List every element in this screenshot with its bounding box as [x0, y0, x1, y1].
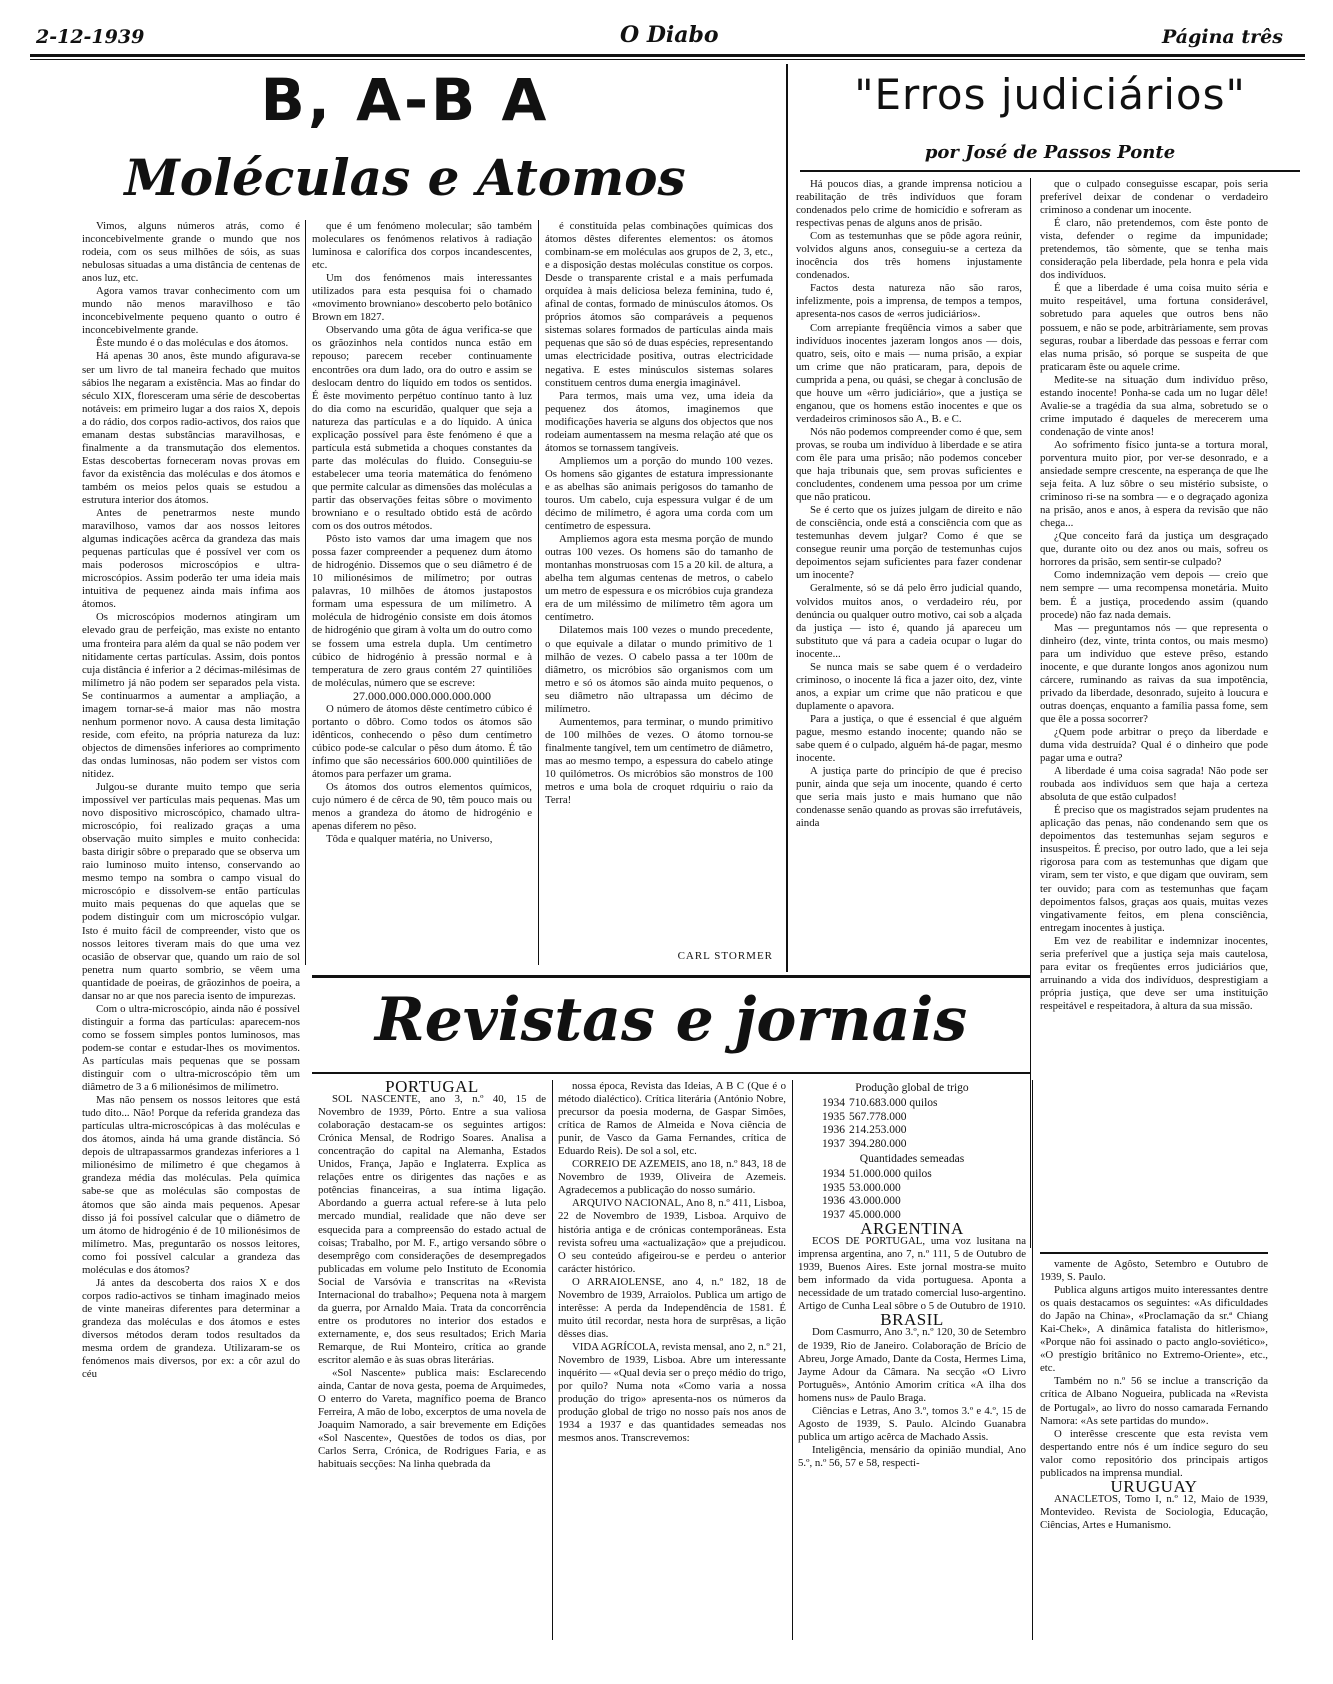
revistas-column-4	[1040, 1258, 1268, 1648]
erros-byline: por José de Passos Ponte	[924, 142, 1176, 163]
revistas-column-3	[798, 1080, 1026, 1650]
value-cell: 53.000.000	[849, 1181, 901, 1194]
paragraph: Dilatemos mais 100 vezes o mundo precedente, o que equivale a dilatar o mundo primitivo de 1 milhão de vezes. O cabelo passa a ter 100m de diâmetro, os micróbios são organismos com um metro e só os átomos são ainda muito pequenos, o seu diâmetro não ultrapassa um décimo de milímetro.	[545, 624, 773, 715]
year-cell: 1935	[822, 1110, 845, 1123]
revistas-headline: Revistas e jornais	[374, 985, 968, 1055]
masthead: O Diabo	[620, 22, 719, 48]
paragraph: Vimos, alguns números atrás, como é inconcebivelmente grande o mundo que nos rodeia, com os seus milhões de sóis, as suas nebulosas situadas a uma distância de centenas de anos luz, etc.	[82, 220, 300, 285]
year-cell: 1935	[822, 1181, 845, 1194]
baba-column-2	[312, 220, 532, 965]
baba-subtitle: Moléculas e Atomos	[124, 148, 686, 207]
paragraph: Para termos, mais uma vez, uma ideia da pequenez dos átomos, imaginemos que modificações haveria se alguns dos objectos que nos rodeiam aumentassem na mesma relação até que os átomos se tornassem tangíveis.	[545, 389, 773, 454]
baba-headline: B, A-B A	[260, 66, 550, 134]
table-row	[822, 1097, 942, 1111]
section-title-brasil: BRASIL	[880, 1310, 944, 1330]
year-cell: 1937	[822, 1137, 845, 1150]
paragraph: Há poucos dias, a grande imprensa noticiou a reabilitação de três indivíduos que foram condenados pelo crime de homicídio e sofreram as respectivas penas de alguns anos de prisão.	[796, 178, 1022, 230]
value-cell: 43.000.000	[849, 1195, 901, 1208]
paragraph: O ARRAIOLENSE, ano 4, n.º 182, 18 de Novembro de 1939, Arraiolos. Publica um artigo de interêsse: A perda da Independência de 1581. É muito útil recordar, nesta hora de surprêsas, a lição dêsses dias.	[558, 1275, 786, 1340]
paragraph: Há apenas 30 anos, êste mundo afigurava-se ser um livro de tal maneira fechado que muitos sábios lhe negaram a existência. Mas ao findar do século XIX, floresceram uma série de descobertas notáveis: em primeiro lugar a dos raios X, depois a do rádio, dos corpos radio-activos, dos raios que emanam destas substâncias maravilhosas, e finalmente a da transmutação dos elementos. Estas descobertas forneceram novas provas em favor da existência das moléculas e dos átomos e também os meios pelos quais se estudou a estrutura interior dos átomos.	[82, 350, 300, 506]
paragraph: A liberdade é uma coisa sagrada! Não pode ser roubada aos indivíduos sem que haja a certeza absoluta de que estão culpados!	[1040, 765, 1268, 804]
year-cell: 1936	[822, 1195, 845, 1208]
value-cell: 394.280.000	[849, 1137, 907, 1150]
table-row	[822, 1195, 936, 1209]
paragraph: Nós não podemos compreender como é que, sem provas, se rouba um indivíduo à liberdade e se atira com êle para uma prisão; não podemos conceber que haja tribunais que, sem provas suficientes e concludentes, condenem uma pessoa por um crime que não praticou.	[796, 425, 1022, 504]
baba-column-3	[545, 220, 773, 948]
baba-signature: CARL STORMER	[677, 950, 773, 962]
paragraph: ARQUIVO NACIONAL, Ano 8, n.º 411, Lisboa, 22 de Novembro de 1939, Lisboa. Arquivo de história antiga e de crónicas contemporâneas. Esta revista sofreu uma «actualização» que a prejudicou. O seu conteúdo afigeirou-se e perdeu o anterior carácter histórico.	[558, 1197, 786, 1275]
paragraph: ANACLETOS, Tomo I, n.º 12, Maio de 1939, Montevideo. Revista de Sociologia, Educação, Ciências, Artes e Humanismo.	[1040, 1492, 1268, 1531]
paragraph: SOL NASCENTE, ano 3, n.º 40, 15 de Novembro de 1939, Pôrto. Entre a sua valiosa colaboração destacam-se os seguintes artigos: Crónica Mensal, de Rodrigo Soares. Analisa a concentração do capital na Alemanha, Estados Unidos, França, Japão e Inglaterra. Explica as relações entre os dirigentes das nações e as potências financeiras, a sua íntima ligação. Abordando a guerra actual refere-se à luta pelo mercado mundial, realidade que não deve ser esquecida para a compreensão do estado actual de coisas; Trabalho, por M. F., artigo versando sôbre o desemprêgo com considerações de desempregados publicadas em volume pelo Instituto de Economia Social de Varsóvia e transcritas na «Revista Internacional do trabalho»; Pequena nota à margem da guerra, por Arnaldo Maia. Trata da concorrência entre os produtores no interior dos estados e externamente, e, dos seus resultados; Erich Maria Remarque, de Rui Monteiro, crítica ao grande escritor alemão e às suas obras literárias.	[318, 1093, 546, 1366]
column-rule	[552, 1080, 553, 1640]
year-cell: 1937	[822, 1208, 845, 1221]
paragraph: Como indemnização vem depois — creio que nem sempre — uma recompensa monetária. Muito bem. É a justiça, procedendo assim (quando procede) não faz nada demais.	[1040, 569, 1268, 621]
paragraph: Já antes da descoberta dos raios X e dos corpos radio-activos se tinham imaginado meios de vinte maneiras diferentes para determinar a grandeza das moléculas e dos átomos e estes diversos métodos deram todos resultados da mesma ordem de grandeza. Utilizaram-se os fenómenos mais diversos, por ex: a côr azul do céu	[82, 1276, 300, 1381]
paragraph: Aumentemos, para terminar, o mundo primitivo de 100 milhões de vezes. O átomo tornou-se finalmente tangível, tem um centímetro de diâmetro, mas ao mesmo tempo, a espessura do cabelo atinge 10 quilómetros. Os micróbios são monstros de 100 metros e uma bola de croquet rdquiriu o raio da Terra!	[545, 715, 773, 807]
paragraph: ¿Que conceito fará da justiça um desgraçado que, durante oito ou dez anos ou mais, sofreu os horrores da prisão, sem sentir-se culpado?	[1040, 530, 1268, 569]
paragraph: Julgou-se durante muito tempo que seria impossível ver partículas mais pequenas. Mas um novo dispositivo microscópico, chamado ultra-microscópio, foi realizado graças a uma observação muito simples e muito conhecida: basta dirigir sôbre o preparado que se observa um raio luminoso muito intenso, conservando ao mesmo tempo na sombra o campo visual do microscópio e dissolvem-se então partículas muito mais pequenas do que aquelas que se podem distinguir com um microscópio vulgar. Isto é muito fácil de compreender, visto que os nossos leitores tiveram mais do que uma vez ocasião de observar que, quando um raio de sol penetra num quarto sombrio, se vêem uma quantidade de poeiras, de grãozinhos de poeira, a dansar no ar que nos parecia isento de impurezas.	[82, 781, 300, 1002]
paragraph: VIDA AGRÍCOLA, revista mensal, ano 2, n.º 21, Novembro de 1939, Lisboa. Abre um interessante inquérito — «Qual devia ser o preço médio do trigo, por quilo? Numa nota «Como varia a nossa produção do trigo» apresenta-nos os números da produção global de trigo no nosso país nos anos de 1934 a 1937 e das quantidades semeadas nos mesmos anos. Transcrevemos:	[558, 1340, 786, 1445]
table-row	[822, 1182, 936, 1196]
paragraph: CORREIO DE AZEMEIS, ano 18, n.º 843, 18 de Novembro de 1939, Oliveira de Azemeis. Agradecemos a publicação do nosso sumário.	[558, 1158, 786, 1197]
paragraph: Agora vamos travar conhecimento com um mundo não menos maravilhoso e tão inconcebivelmente pequeno quanto o outro é inconcebivelmente grande.	[82, 285, 300, 337]
paragraph: Com arrepiante freqüência vimos a saber que indivíduos inocentes jazeram longos anos — dois, quatro, seis, oito e mais — numa prisão, a expiar um crime que não praticaram, para, depois de cumprida a pena, ou quási, se chegar à conclusão de que houve um «êrro judiciário», que a justiça se enganou, que os homens estão inocentes e que os verdadeiros criminosos são A., B. e C.	[796, 321, 1022, 425]
year-cell: 1934	[822, 1168, 845, 1181]
column-rule	[538, 220, 539, 965]
paragraph: A justiça parte do princípio de que é preciso punir, ainda que seja um inocente, quando é certo que seria mais justo e mais humano que não condenasse senão quando as provas são irrefutáveis, ainda	[796, 765, 1022, 830]
table-semeadas	[822, 1168, 936, 1222]
paragraph: ECOS DE PORTUGAL, uma voz lusitana na imprensa argentina, ano 7, n.º 111, 5 de Outubro de 1939, Buenos Aires. Este jornal mostra-se muito bem informado da vida portuguesa. Aponta a necessidade de um tratado comercial luso-argentino. Artigo de Cunha Leal sôbre o 5 de Outubro de 1910.	[798, 1235, 1026, 1313]
erros-column-1	[796, 178, 1022, 968]
page-number: Página três	[1162, 26, 1283, 48]
paragraph: Os microscópios modernos atingiram um elevado grau de perfeição, mas existe no entanto uma fronteira para além da qual se não podem ver nitidamente certas partículas. Assim, dois pontos cuja distância é inferior a 2 décimas-milésimas de milímetro já não podem ser separados pela vista. Se continuarmos a aumentar a ampliação, a imagem tornar-se-á maior mas não mostra nenhum pormenor novo. A causa desta limitação reside, com efeito, na própria natureza da luz: objectos de dimensões inferiores ao comprimento das ondas luminosas, não podem ser vistos com nitidez.	[82, 611, 300, 780]
section-rule	[1040, 1252, 1268, 1254]
paragraph: O interêsse crescente que esta revista vem despertando entre nós é um índice seguro do seu valor como repositório dos principais artigos publicados na imprensa mundial.	[1040, 1427, 1268, 1479]
paragraph: nossa época, Revista das Ideias, A B C (Que é o método dialéctico). Crítica literária (António Nobre, precursor da poesia moderna, de Gaspar Simões, crítica de Ramos de Almeida e Nova ciência de punir, de Vasco da Gama Fernandes, crítica de Eduardo Reis). De sol a sol, etc.	[558, 1080, 786, 1158]
section-rule	[312, 975, 1030, 978]
paragraph: que é um fenómeno molecular; são também moleculares os fenómenos relativos à radiação luminosa e calorífica dos corpos incandescentes, etc.	[312, 220, 532, 272]
revistas-column-2	[558, 1080, 786, 1650]
paragraph: é constituída pelas combinações químicas dos átomos dêstes diferentes elementos: os átomos combinam-se em moléculas aos grupos de 2, 3, etc., e a disposição destas moléculas constitue os corpos. Desde o transparente cristal e a mais perfumada orquídea à mais deliciosa beleza feminina, tudo é, afinal de contas, formado de minúsculos átomos. Os próprios átomos são comparáveis a pequenos sistemas solares formados de partículas ainda mais pequenas que são só de duas espécies, representando umas electricidade positiva, outras electricidade negativa. E estes minúsculos sistemas solares constituem centros duma energia imaginável.	[545, 220, 773, 389]
paragraph: O número de átomos dêste centímetro cúbico é portanto o dôbro. Como todos os átomos são idênticos, conhecendo o pêso dum centímetro cúbico pode-se calcular o pêso dum átomo. É tão ínfimo que são necessários 600.000 quintiliões de átomos para perfazer um grama.	[312, 702, 532, 780]
paragraph: Para a justiça, o que é essencial é que alguém pague, mesmo estando inocente; quando não se sabe quem é o culpado, alguém há-de pagar, mesmo inocente.	[796, 712, 1022, 765]
paragraph: Se nunca mais se sabe quem é o verdadeiro criminoso, o inocente lá fica a jazer oito, dez, vinte anos, a expiar um crime que não praticou e que duplamente o apavora.	[796, 660, 1022, 712]
paragraph: Se é certo que os juízes julgam de direito e não de consciência, onde está a consciência com que as testemunhas devem julgar? Como é que se consegue reunir uma porção de testemunhas cujos depoimentos sejam suficientes para fazer condenar um inocente?	[796, 504, 1022, 582]
paragraph: Dom Casmurro, Ano 3.º, n.º 120, 30 de Setembro de 1939, Rio de Janeiro. Colaboração de Brício de Abreu, Jorge Amado, Dante da Costa, Hermes Lima, Jayme Adour da Câmara. Na secção «O Livro Português», António Amorim crítica «A ilha dos homens nus» de Paulo Braga.	[798, 1326, 1026, 1404]
erros-column-2	[1040, 178, 1268, 1248]
paragraph: vamente de Agôsto, Setembro e Outubro de 1939, S. Paulo.	[1040, 1258, 1268, 1284]
paragraph: Com o ultra-microscópio, ainda não é possível distinguir a forma das partículas: aparecem-nos como se fossem simples pontos luminosos, mas podem-se contar e estudar-lhes os movimentos. As partículas mais pequenas que se possam distinguir com o ultra-microscópio têm um diâmetro de 3 a 6 milionésimos de milímetro.	[82, 1002, 300, 1094]
section-rule	[312, 1072, 1030, 1074]
section-title-argentina: ARGENTINA	[860, 1219, 964, 1239]
byline-rule	[800, 170, 1300, 172]
paragraph: Factos desta natureza não são raros, infelizmente, pois a imprensa, de tempos a tempos, apresenta-nos casos de «erros judiciários».	[796, 282, 1022, 321]
table-row	[822, 1138, 942, 1152]
section-title-uruguay: URUGUAY	[1110, 1476, 1198, 1496]
erros-headline: "Erros judiciários"	[854, 70, 1246, 119]
paragraph: ¿Quem pode arbitrar o preço da liberdade e duma vida destruída? Qual é o dinheiro que pode pagar uma e outra?	[1040, 725, 1268, 765]
value-cell: 710.683.000 quilos	[849, 1097, 938, 1110]
baba-column-1	[82, 220, 300, 1600]
paragraph: Geralmente, só se dá pelo êrro judicial quando, volvidos muitos anos, o verdadeiro réu, por denúncia ou qualquer outro motivo, cai sob a alçada da justiça — isto é, quando já apareceu um substituto que vá para a cadeia ocupar o lugar do inocente...	[796, 582, 1022, 660]
paragraph: Inteligência, mensário da opinião mundial, Ano 5.º, n.º 56, 57 e 58, respecti-	[798, 1443, 1026, 1469]
value-cell: 214.253.000	[849, 1124, 907, 1137]
paragraph: Ampliemos agora esta mesma porção de mundo outras 100 vezes. Os homens são do tamanho de montanhas monstruosas com 15 a 20 kil. de altura, a abelha tem algumas centenas de metros, o cabelo um metro de espessura e os micróbios cuja grandeza era de um miléssimo de milímetro têm agora um centímetro.	[545, 533, 773, 624]
value-cell: 51.000.000 quilos	[849, 1168, 932, 1181]
table-title-semeadas: Quantidades semeadas	[859, 1153, 965, 1166]
paragraph: Observando uma gôta de água verifica-se que os grãozinhos nela contidos nunca estão em repouso; parecem receber continuamente encontrões ora dum lado, ora do outro e assim se deslocam dentro do líquido em todos os sentidos. É êste movimento perpétuo contínuo tanto à luz do dia como na escuridão, qualquer que seja a natureza das partículas e a do líquido. A única explicação possível para êste fenómeno é que a partícula está submetida a choques constantes da parte das moléculas do fluido. Conseguiu-se estabelecer uma teoria matemática do fenómeno que permite calcular as dimensões das moléculas a partir das observações feitas sôbre o movimento browniano e o resultado obtido está de acôrdo com os dos outros métodos.	[312, 324, 532, 533]
column-rule	[1032, 1080, 1033, 1640]
paragraph: Em vez de reabilitar e indemnizar inocentes, seria preferível que a justiça seja mais cautelosa, para evitar os freqüentes erros judiciários que, arruinando a vida dos indivíduos, desprestigiam a própria justiça, que deve ser uma instituição respeitável e respeitadora, à altura da sua missão.	[1040, 934, 1268, 1012]
article-divider	[786, 64, 788, 972]
issue-date: 2-12-1939	[36, 26, 145, 48]
value-cell: 45.000.000	[849, 1208, 901, 1221]
paragraph: Um dos fenómenos mais interessantes utilizados para esta pesquisa foi o chamado «movimento browniano» descoberto pelo botânico Brown em 1827.	[312, 272, 532, 324]
paragraph: Ampliemos um a porção do mundo 100 vezes. Os homens são gigantes de estatura impressionante e as abelhas são animais perigosos do tamanho de touros. Um cabelo, cuja espessura vulgar é de um décimo de milímetro, é agora uma corda com um centímetro de espessura.	[545, 454, 773, 533]
table-producao	[822, 1097, 942, 1151]
table-row	[822, 1124, 942, 1138]
paragraph: Êste mundo é o das moléculas e dos átomos.	[96, 337, 289, 350]
table-row	[822, 1111, 942, 1125]
header-rule-thin	[30, 59, 1305, 60]
paragraph: Publica alguns artigos muito interessantes dentre os quais destacamos os seguintes: «As dificuldades do Japão na China», «Proclamação da sr.ª Chiang Kai-Chek», A dinâmica fatalista do hitlerismo», «Porque não foi assinado o pacto anglo-soviético», «O prestígio britânico no Extremo-Oriente», etc., etc.	[1040, 1284, 1268, 1375]
section-title-portugal: PORTUGAL	[385, 1080, 479, 1096]
year-cell: 1934	[822, 1097, 845, 1110]
column-rule	[305, 220, 306, 965]
big-number: 27.000.000.000.000.000.000	[353, 688, 491, 703]
year-cell: 1936	[822, 1124, 845, 1137]
paragraph: Pôsto isto vamos dar uma imagem que nos possa fazer compreender a pequenez dum átomo de hidrogénio. Dissemos que o seu diâmetro é de 10 milionésimos de milímetro; por outras palavras, 10 milhões de átomos justapostos formam uma espessura de um milímetro. A molécula de hidrogénio consiste em dois átomos de hidrogénio que giram à volta um do outro como se fossem uma estrela dupla. Um centímetro cúbico de hidrogénio à pressão normal e à temperatura de zero graus contém 27 quintiliões de moléculas, número que se escreve:	[312, 533, 532, 689]
column-rule	[1030, 178, 1031, 1248]
paragraph: «Sol Nascente» publica mais: Esclarecendo ainda, Cantar de nova gesta, poema de Arquimedes, O enterro do Vareta, magnífico poema de Branco Ferreira, A mão de lobo, excerptos de uma novela de Joaquim Namorado, a sair brevemente em Edições «Sol Nascente», Questões de todos os dias, por Carlos Serra, Crónica, de Rodrigues Faria, e as habituais secções: Na linha quebrada da	[318, 1367, 546, 1471]
paragraph: Ao sofrimento físico junta-se a tortura moral, porventura muito pior, por ver-se desonrado, e a ansiedade sempre crescente, na esperança de que lhe seja feita. A luz sôbre o seu mistério subsiste, o criminoso ri-se na sombra — e o degraçado agoniza na prisão, anos e anos, à espera da revisão que não chega...	[1040, 438, 1268, 530]
paragraph: É claro, não pretendemos, com êste ponto de vista, defender o regime da impunidade; pretendemos, tão sòmente, que se tenha mais consideração pela liberdade, pela honra e pela vida dos indivíduos.	[1040, 217, 1268, 282]
paragraph: Ciências e Letras, Ano 3.º, tomos 3.º e 4.º, 15 de Agosto de 1939, S. Paulo. Alcindo Guanabra publica um artigo acêrca de Machado Assis.	[798, 1404, 1026, 1443]
paragraph: Tôda e qualquer matéria, no Universo,	[326, 833, 493, 846]
paragraph: Antes de penetrarmos neste mundo maravilhoso, vamos dar aos nossos leitores algumas indicações acêrca da grandeza das mais pequenas partículas que é possível ver com os mais poderosos microscópios e ultra-microscópios. Assim poderão ter uma ideia mais intuitiva de pequenez ainda mais ínfima aos átomos.	[82, 507, 300, 611]
paragraph: Medite-se na situação dum indivíduo prêso, estando inocente! Ponha-se cada um no lugar dêle! Avalie-se a tragédia da sua alma, sobretudo se o crime imputado é daqueles de merecerem uma condenação de vinte anos!	[1040, 373, 1268, 438]
paragraph: Mas não pensem os nossos leitores que está tudo dito... Não! Porque da referida grandeza das partículas ultra-microscópicas à das moléculas e dos átomos, ainda há uma grande distância. Só depois de ultrapassarmos grandezas inferiores a 1 milionésimo de milímetro é que chegamos à grandeza média das moléculas. Pela química sabe-se que as moléculas são compostas de átomos que são ainda mais pequenos. Apesar disso já foi possível calcular que o diâmetro de um átomo de hidrogénio é de 10 milionésimos de milímetro. Mas, preguntarão os nossos leitores, como foi possível calcular a grandeza das moléculas e dos átomos?	[82, 1094, 300, 1276]
column-rule	[792, 1080, 793, 1640]
table-title-producao: Produção global de trigo	[855, 1082, 969, 1094]
revistas-column-1	[318, 1080, 546, 1650]
paragraph: Com as testemunhas que se pôde agora reúnir, volvidos alguns anos, conseguiu-se a certeza da inocência dos três homens injustamente condenados.	[796, 230, 1022, 282]
paragraph: Mas — preguntamos nós — que representa o dinheiro (dez, vinte, trinta contos, ou mais mesmo) para um indivíduo que esteve prêso, estando inocente, e que durante longos anos agonizou num cárcere, ruminando as raivas da sua impotência, privado da liberdade, desonrado, sujeito à loucura e outras doenças, enquanto a família passa fome, sem que êle a possa socorrer?	[1040, 621, 1268, 725]
value-cell: 567.778.000	[849, 1110, 907, 1123]
paragraph: É preciso que os magistrados sejam prudentes na aplicação das penas, não condenando sem que os depoimentos das testemunhas sejam seguros e insuspeitos. É preciso, por outro lado, que a lei seja rigorosa para com as testemunhas que digam que viram, sem ter visto, e que digam que ouviram, sem ter ouvido; para com as testemunhas que façam depoimentos falsos, graças aos quais, muitas vezes vingativamente feitos, em plena consciência, entregam inocentes à justiça.	[1040, 804, 1268, 934]
table-row	[822, 1168, 936, 1182]
header-rule	[30, 54, 1305, 57]
paragraph: É que a liberdade é uma coisa muito séria e muito respeitável, uma fortuna considerável, sobretudo para aqueles que outros bens não possuem, e não se pode, arbitràriamente, sem provas seguras, roubar a liberdade das pessoas e ferrar com elas numa prisão, só porque se suspeita de que praticaram êste ou aquele crime.	[1040, 282, 1268, 373]
paragraph: Também no n.º 56 se inclue a transcrição da crítica de Albano Nogueira, publicada na «Revista de Portugal», ao livro do nosso camarada Fernando Namora: «As sete partidas do mundo».	[1040, 1375, 1268, 1427]
paragraph: que o culpado conseguisse escapar, pois seria preferível deixar de condenar o verdadeiro criminoso a condenar um inocente.	[1040, 178, 1268, 217]
paragraph: Os átomos dos outros elementos químicos, cujo número é de cêrca de 90, têm pouco mais ou menos a grandeza do átomo de hidrogénio e apenas diferem no pêso.	[312, 781, 532, 833]
